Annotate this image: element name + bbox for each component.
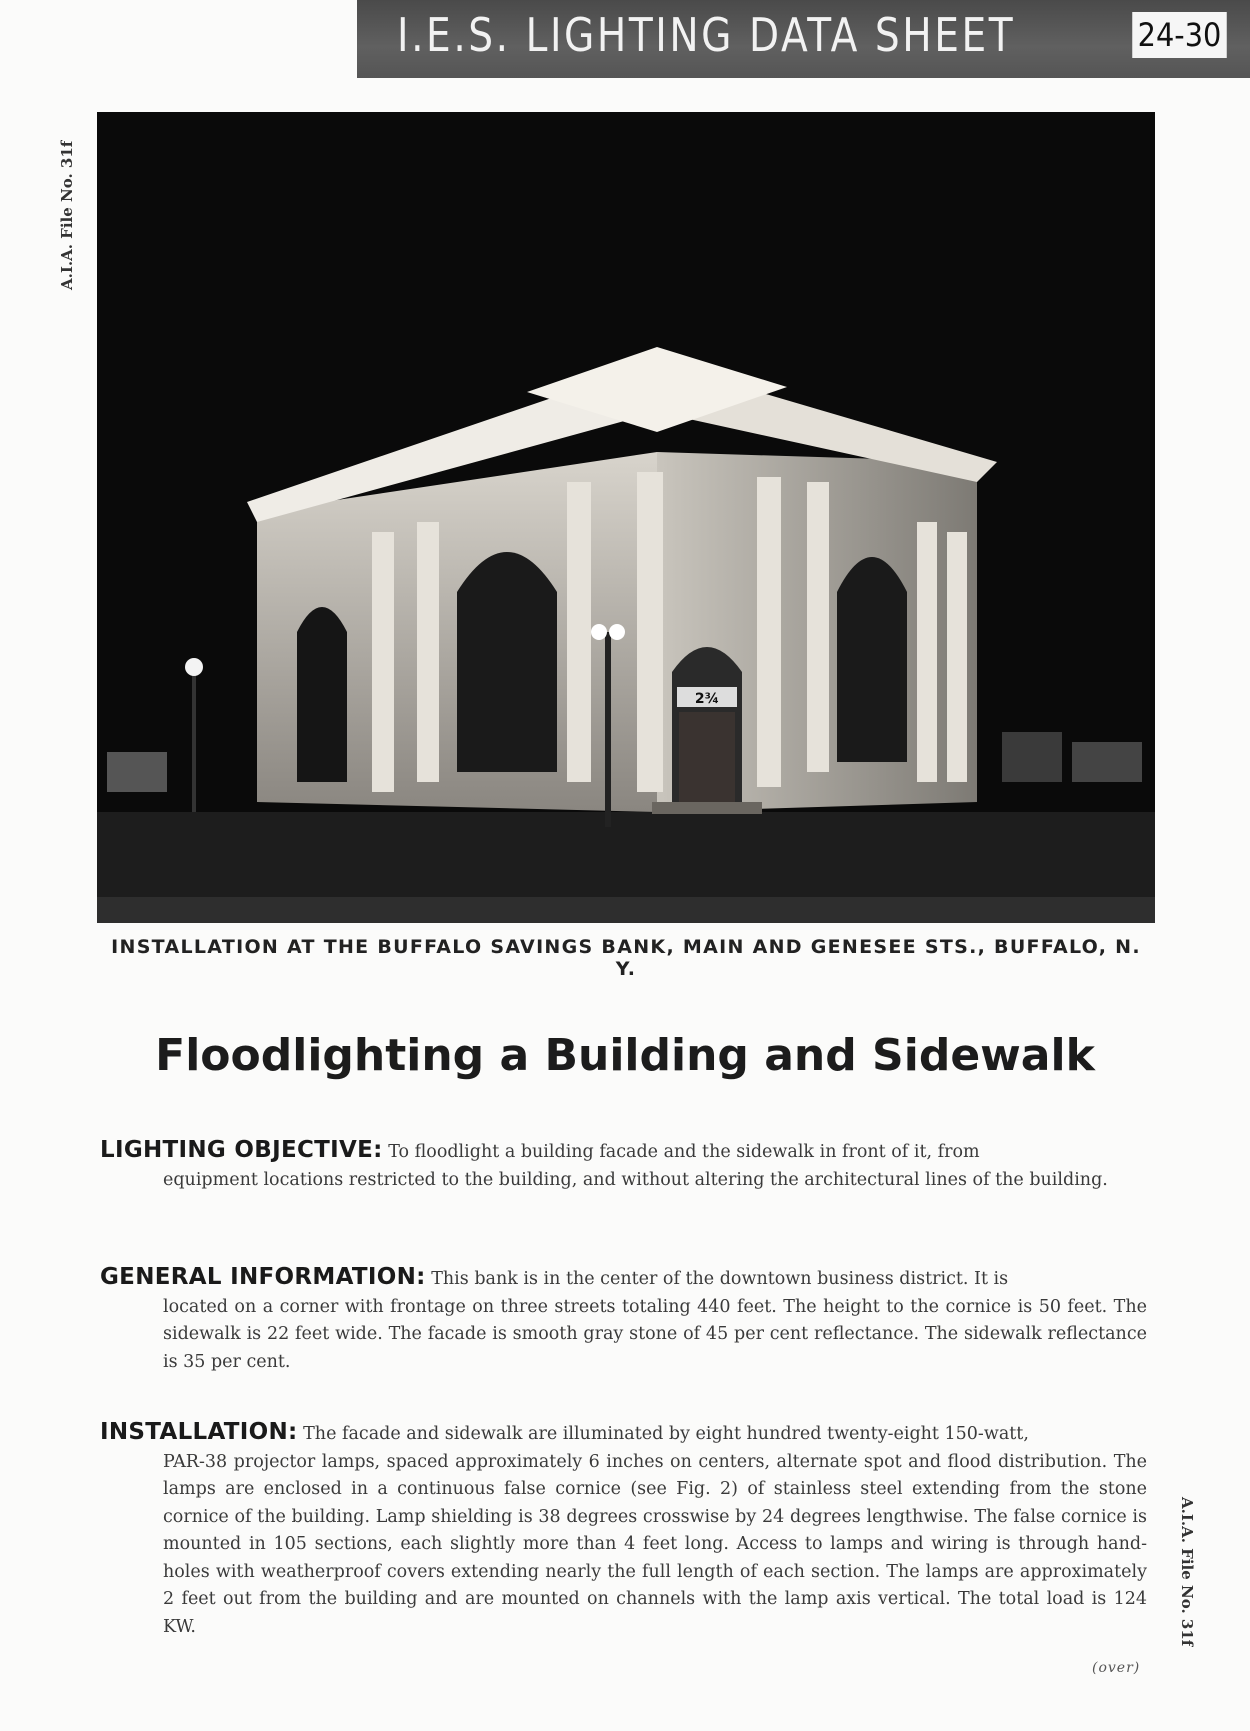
sheet-number: 24-30 <box>1132 12 1226 58</box>
section-text-first: This bank is in the center of the downtown business district. It is <box>431 1269 1009 1289</box>
section-text-first: To floodlight a building facade and the sidewalk in front of it, from <box>388 1142 980 1162</box>
bank-building-illustration <box>97 112 1155 923</box>
section-heading: INSTALLATION: <box>100 1419 298 1445</box>
section-text-first: The facade and sidewalk are illuminated by eight hundred twenty-eight 150-watt, <box>303 1424 1029 1444</box>
section-heading: GENERAL INFORMATION: <box>100 1264 426 1290</box>
door-sign: 2¾ <box>694 691 720 707</box>
file-label-right: A.I.A. File No. 31f <box>1178 1497 1196 1647</box>
over-note: (over) <box>1092 1660 1141 1676</box>
section-general-information <box>100 1264 1147 1376</box>
header-banner <box>357 0 1250 78</box>
sheet-title: I.E.S. LIGHTING DATA SHEET <box>397 8 1016 62</box>
section-text: located on a corner with frontage on three streets totaling 440 feet. The height to the cornice is 50 feet. The sidewalk is 22 feet wide. The facade is smooth gray stone of 45 per cent reflectance. The sidewalk reflectance is 35 per cent. <box>163 1296 1147 1372</box>
building-photo <box>97 112 1155 923</box>
section-heading: LIGHTING OBJECTIVE: <box>100 1137 383 1163</box>
page-title: Floodlighting a Building and Sidewalk <box>155 1030 1095 1081</box>
photo-caption: INSTALLATION AT THE BUFFALO SAVINGS BANK, MAIN AND GENESEE STS., BUFFALO, N. Y. <box>111 936 1141 980</box>
file-label-left: A.I.A. File No. 31f <box>58 140 76 290</box>
section-lighting-objective <box>100 1137 1147 1194</box>
section-installation <box>100 1419 1147 1641</box>
section-text: PAR-38 projector lamps, spaced approximately 6 inches on centers, alternate spot and flood distribution. The lamps are enclosed in a continuous false cornice (see Fig. 2) of stainless steel extending from the stone cornice of the building. Lamp shielding is 38 degrees crosswise by 24 degrees lengthwise. The false cornice is mounted in 105 sections, each slightly more than 4 feet long. Access to lamps and wiring is through hand-holes with weatherproof covers extending nearly the full length of each section. The lamps are approximately 2 feet out from the building and are mounted on channels with the lamp axis vertical. The total load is 124 KW. <box>163 1451 1147 1637</box>
section-text: equipment locations restricted to the building, and without altering the architectural lines of the building. <box>163 1169 1108 1190</box>
